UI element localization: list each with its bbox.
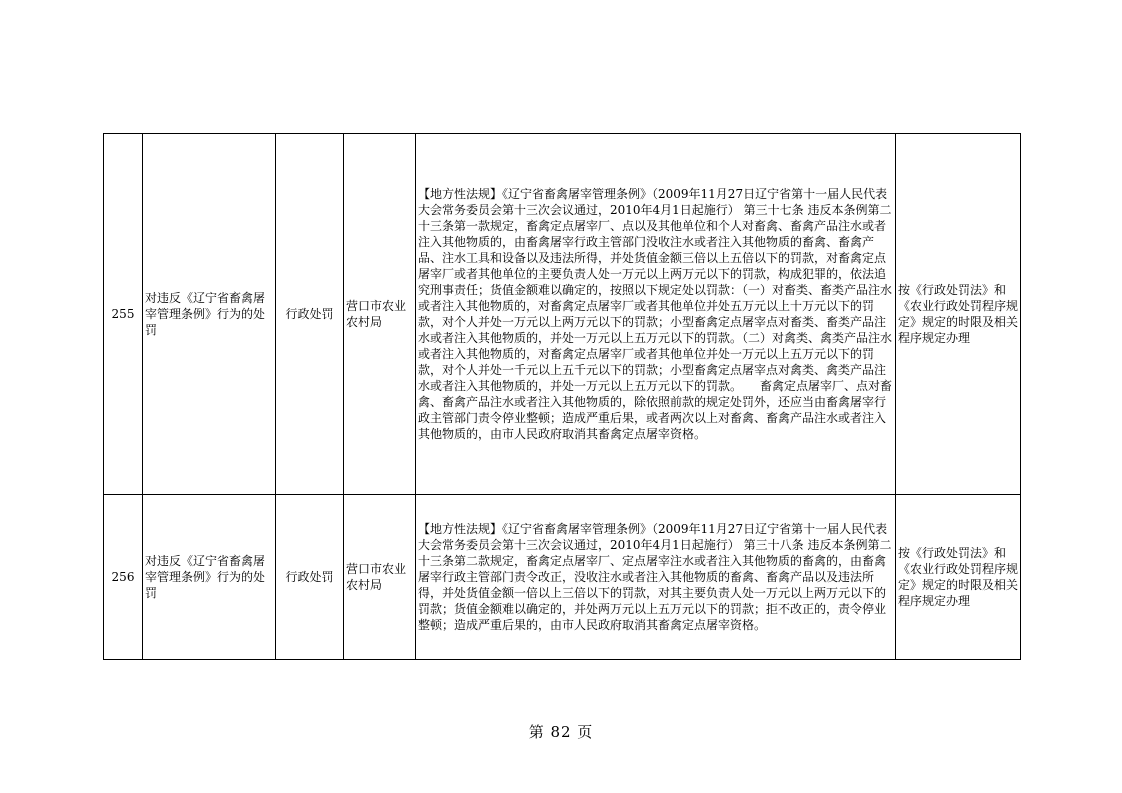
legal-basis: 【地方性法规】《辽宁省畜禽屠宰管理条例》（2009年11月27日辽宁省第十一届人民代表大会常务委员会第十三次会议通过，2010年4月1日起施行） 第三十七条 违反本条例第二十三条第一款规定，畜禽定点屠宰厂、点以及其他单位和个人对畜禽、畜禽产品注水或者注入其他物质的，由畜禽屠宰行政主管部门没收注水或者注入其他物质的畜禽、畜禽产品、注水工具和设备以及违法所得，并处货值金额三倍以上五倍以下的罚款，对畜禽定点屠宰厂或者其他单位的主要负责人处一万元以上两万元以下的罚款，构成犯罪的，依法追究刑事责任；货值金额难以确定的，按照以下规定处以罚款：（一）对畜类、畜类产品注水或者注入其他物质的，对畜禽定点屠宰厂或者其他单位并处五万元以上十万元以下的罚款，对个人并处一万元以上两万元以下的罚款；小型畜禽定点屠宰点对畜类、畜类产品注水或者注入其他物质的，并处一万元以上五万元以下的罚款。（二）对禽类、禽类产品注水或者注入其他物质的，对畜禽定点屠宰厂或者其他单位并处一万元以上五万元以下的罚款，对个人并处一千元以上五千元以下的罚款；小型畜禽定点屠宰点对禽类、禽类产品注水或者注入其他物质的，并处一万元以上五万元以下的罚款。 畜禽定点屠宰厂、点对畜禽、畜禽产品注水或者注入其他物质的，除依照前款的规定处罚外，还应当由畜禽屠宰行政主管部门责令停业整顿；造成严重后果，或者两次以上对畜禽、畜禽产品注水或者注入其他物质的，由市人民政府取消其畜禽定点屠宰资格。 bbox=[416, 134, 896, 495]
table-row bbox=[104, 495, 1021, 660]
legal-basis: 【地方性法规】《辽宁省畜禽屠宰管理条例》（2009年11月27日辽宁省第十一届人民代表大会常务委员会第十三次会议通过，2010年4月1日起施行） 第三十八条 违反本条例第二十三条第二款规定，畜禽定点屠宰厂、定点屠宰注水或者注入其他物质的畜禽的，由畜禽屠宰行政主管部门责令改正，没收注水或者注入其他物质的畜禽、畜禽产品以及违法所得，并处货值金额一倍以上三倍以下的罚款，对其主要负责人处一万元以上两万元以下的罚款；货值金额难以确定的，并处两万元以上五万元以下的罚款；拒不改正的，责令停业整顿；造成严重后果的，由市人民政府取消其畜禽定点屠宰资格。 bbox=[416, 495, 896, 660]
row-number: 255 bbox=[104, 134, 143, 495]
department: 营口市农业农村局 bbox=[344, 134, 416, 495]
table-row bbox=[104, 134, 1021, 495]
procedure: 按《行政处罚法》和《农业行政处罚程序规定》规定的时限及相关程序规定办理 bbox=[896, 134, 1021, 495]
power-type: 行政处罚 bbox=[276, 495, 344, 660]
item-name: 对违反《辽宁省畜禽屠宰管理条例》行为的处罚 bbox=[143, 495, 276, 660]
power-type: 行政处罚 bbox=[276, 134, 344, 495]
item-name: 对违反《辽宁省畜禽屠宰管理条例》行为的处罚 bbox=[143, 134, 276, 495]
row-number: 256 bbox=[104, 495, 143, 660]
page-number: 第 82 页 bbox=[528, 723, 594, 741]
regulation-table bbox=[103, 133, 1021, 660]
department: 营口市农业农村局 bbox=[344, 495, 416, 660]
procedure: 按《行政处罚法》和《农业行政处罚程序规定》规定的时限及相关程序规定办理 bbox=[896, 495, 1021, 660]
